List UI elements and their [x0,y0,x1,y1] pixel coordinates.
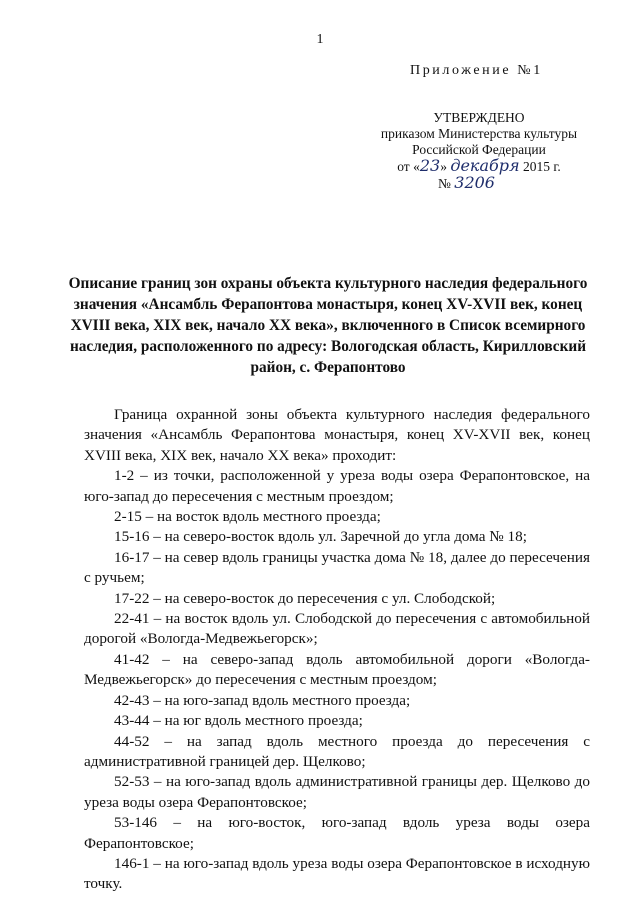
segment-item: 16-17 – на север вдоль границы участка дома № 18, далее до пересечения с ручьем; [84,548,590,587]
approval-block [370,110,588,192]
date-mid: » [440,159,451,174]
approval-order-line: приказом Министерства культуры [380,126,578,141]
segment-item: 17-22 – на северо-восток до пересечения с ул. Слободской; [114,589,496,607]
number-handwritten: 3206 [454,173,495,192]
segment-item: 1-2 – из точки, расположенной у уреза воды озера Ферапонтовское, на юго-запад до пересечения с местным проездом; [84,467,590,505]
segment-item: 52-53 – на юго-запад вдоль административной границы дер. Щелково до уреза воды озера Ферапонтовское; [84,773,590,811]
segment-item: 43-44 – на юг вдоль местного проезда; [114,712,363,730]
date-month-handwritten: декабря [450,156,520,175]
approval-number [370,175,588,192]
segment-item: 53-146 – на юго-восток, юго-запад вдоль уреза воды озера Ферапонтовское; [84,814,590,852]
segment-item: 44-52 – на запад вдоль местного проезда до пересечения с административной границей дер. Щелково; [84,732,590,770]
appendix-label: Приложение №1 [410,63,543,78]
date-year: 2015 г. [519,159,561,174]
date-prefix: от « [397,159,420,174]
segment-item: 15-16 – на северо-восток вдоль ул. Заречной до угла дома № 18; [114,528,527,546]
segment-item: 146-1 – на юго-запад вдоль уреза воды озера Ферапонтовское в исходную точку. [84,854,590,893]
segment-item: 41-42 – на северо-запад вдоль автомобильной дороги «Вологда-Медвежьегорск» до пересечения с местным проездом; [84,650,590,689]
boundary-description [84,405,590,895]
date-day-handwritten: 23 [419,156,441,175]
segment-item: 22-41 – на восток вдоль ул. Слободской до пересечения с автомобильной дорогой «Вологда-Медвежьегорск»; [84,610,590,648]
approval-org-line: Российской Федерации [412,142,546,157]
page-number: 1 [316,32,324,47]
number-prefix: № [438,176,455,191]
intro-paragraph: Граница охранной зоны объекта культурного наследия федерального значения «Ансамбль Ферапонтова монастыря, конец XV-XVII век, конец XVIII века, XIX век, начало XX века» проходит: [84,406,590,464]
approved-title: УТВЕРЖДЕНО [433,110,525,125]
segment-item: 2-15 – на восток вдоль местного проезда; [114,508,381,526]
document-heading: Описание границ зон охраны объекта культурного наследия федерального значения «Ансамбль Ферапонтова монастыря, конец XV-XVII век, конец XVIII века, XIX век, начало XX века», включенного в Список всемирного наследия, расположенного по адресу: Вологодская область, Кирилловский район, с. Ферапонтово [68,275,588,376]
segment-item: 42-43 – на юго-запад вдоль местного проезда; [114,691,411,709]
